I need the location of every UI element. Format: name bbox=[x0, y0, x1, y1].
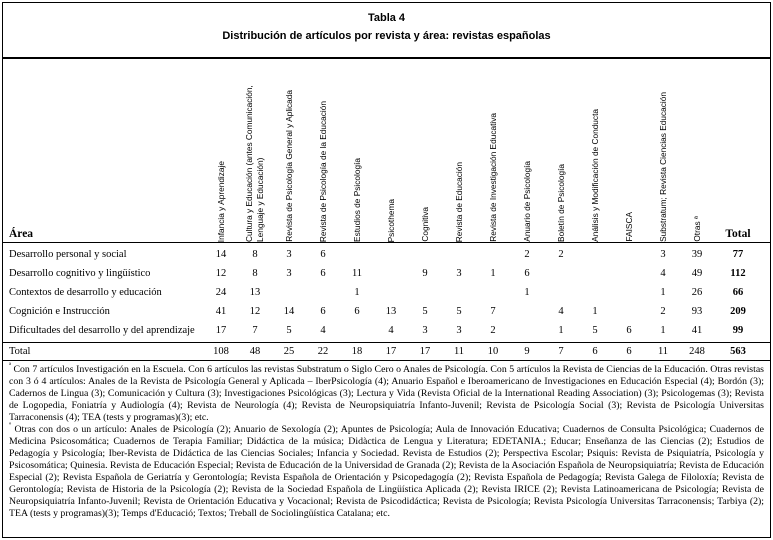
table-row bbox=[3, 321, 770, 340]
cell: 1 bbox=[524, 287, 530, 298]
footnote-2-marker: º bbox=[9, 421, 12, 430]
cell: 17 bbox=[419, 346, 431, 357]
table-row bbox=[3, 264, 770, 283]
journal-column-header bbox=[578, 59, 612, 242]
cell: 4 bbox=[320, 325, 326, 336]
cell: 3 bbox=[286, 249, 292, 260]
row-total: 99 bbox=[732, 325, 744, 336]
cell: 17 bbox=[385, 346, 397, 357]
cell: 11 bbox=[453, 346, 465, 357]
journal-label: Boletín de Psicología bbox=[555, 164, 566, 242]
journal-column-header bbox=[340, 59, 374, 242]
cell: 39 bbox=[691, 249, 703, 260]
journal-column-header bbox=[374, 59, 408, 242]
cell: 1 bbox=[660, 325, 666, 336]
total-row bbox=[3, 343, 770, 360]
cell: 1 bbox=[490, 268, 496, 279]
journal-label: Infancia y Aprendizaje bbox=[215, 160, 226, 242]
footnote-1 bbox=[9, 361, 764, 424]
area-label: Dificultades del desarrollo y del aprendizaje bbox=[9, 325, 195, 336]
cell: 18 bbox=[351, 346, 363, 357]
cell: 6 bbox=[626, 325, 632, 336]
area-column-header: Área bbox=[9, 228, 34, 240]
journal-label: Revista de Psicología General y Aplicada bbox=[283, 90, 294, 242]
cell: 3 bbox=[660, 249, 666, 260]
journal-label: Revista de Investigación Educativa bbox=[487, 113, 498, 242]
cell: 9 bbox=[422, 268, 428, 279]
cell: 41 bbox=[215, 306, 227, 317]
cell: 2 bbox=[558, 249, 564, 260]
cell: 48 bbox=[249, 346, 261, 357]
cell: 1 bbox=[660, 287, 666, 298]
journal-column-header bbox=[612, 59, 646, 242]
cell: 5 bbox=[422, 306, 428, 317]
cell: 7 bbox=[252, 325, 258, 336]
cell: 6 bbox=[626, 346, 632, 357]
journal-label: Psicothema bbox=[385, 198, 396, 242]
cell: 11 bbox=[351, 268, 363, 279]
cell: 41 bbox=[691, 325, 703, 336]
row-total: 77 bbox=[732, 249, 744, 260]
cell: 3 bbox=[456, 325, 462, 336]
table-row bbox=[3, 283, 770, 302]
cell: 5 bbox=[592, 325, 598, 336]
journal-column-header bbox=[476, 59, 510, 242]
cell: 14 bbox=[215, 249, 227, 260]
cell: 11 bbox=[657, 346, 669, 357]
cell: 4 bbox=[388, 325, 394, 336]
cell: 6 bbox=[320, 268, 326, 279]
footnote-1-text: Con 7 artículos Investigación en la Escuela. Con 6 artículos las revistas Substratum o Siglo Cero o Anales de Psicología. Con 5 artículos la Revista de Ciencias de la Educación. Otras revistas con 3 ó 4 artículos: Anales de la Revista de Psicología General y Aplicada – IberPsicología (4); Anuario Español e Iberoamericano de Investigaciones en Educación Especial (4); Bordón (3); Cadernos de Lingua (3); Comunicación y Cultura (3); Investigaciones Psicológicas (3); Lectura y Vida (Revista Oficial de la International Reading Association) (3); Psicologemas (3); Revista de Logopedia, Foniatría y Audiología (4); Revista de Neurología (4); Revista de Neuropsiquiatría Infanto-Juvenil; Revista de Psicología Social (3); Revista de Psicología Universitas Tarraconensis (4); TEA (tests y programas)(3); etc. bbox=[9, 364, 764, 423]
cell: 13 bbox=[249, 287, 261, 298]
cell: 4 bbox=[558, 306, 564, 317]
cell: 12 bbox=[215, 268, 227, 279]
cell: 49 bbox=[691, 268, 703, 279]
cell: 4 bbox=[660, 268, 666, 279]
cell: 2 bbox=[524, 249, 530, 260]
journal-label: Anuario de Psicología bbox=[521, 161, 532, 242]
cell: 3 bbox=[422, 325, 428, 336]
cell: 13 bbox=[385, 306, 397, 317]
cell: 3 bbox=[286, 268, 292, 279]
cell: 5 bbox=[456, 306, 462, 317]
cell: 248 bbox=[689, 346, 705, 357]
cell: 9 bbox=[524, 346, 530, 357]
journal-label: Otras ª bbox=[691, 216, 702, 242]
table-row bbox=[3, 245, 770, 264]
cell: 8 bbox=[252, 268, 258, 279]
footnote-1-marker: ª bbox=[9, 361, 11, 370]
cell: 7 bbox=[558, 346, 564, 357]
row-total: 209 bbox=[730, 306, 746, 317]
cell: 6 bbox=[320, 306, 326, 317]
cell: 108 bbox=[213, 346, 229, 357]
cell: 26 bbox=[691, 287, 703, 298]
journal-column-header bbox=[442, 59, 476, 242]
cell: 6 bbox=[320, 249, 326, 260]
area-label: Desarrollo personal y social bbox=[9, 249, 127, 260]
journal-label: FAISCA bbox=[623, 212, 634, 242]
journal-column-header bbox=[408, 59, 442, 242]
journal-label: Cognitiva bbox=[419, 207, 430, 242]
cell: 1 bbox=[354, 287, 360, 298]
journal-column-header bbox=[204, 59, 238, 242]
journal-column-header bbox=[306, 59, 340, 242]
total-row-label: Total bbox=[9, 346, 31, 357]
footnote-2-text: Otras con dos o un artículo: Anales de Psicología (2); Anuario de Sexología (2); Apuntes de Psicología; Aula de Innovación Educativa; Cuadernos de Consulta Psicológica; Cuadernos de Medicina Psicosomática; Cuadernos de Terapia Familiar; Didáctica de la música; Didàctica de Lengua y Literatura; EDETANIA.; Educar; Enseñanza de las Ciencias (2); Estudios de Pedagogía y Psicología; Iber-Revista de Didáctica de las Ciencias Sociales; Infancia y Sociedad. Revista de Estudios (2); Perspectiva Escolar; Psiquis: Revista de Psiquiatría, Psicología y Psicosomática; Quinesia. Revista de Educación Especial; Revista de Educación de la Universidad de Granada (2); Revista de la Asociación Española de Neuropsiquiatría; Revista de Educación Especial (2); Revista Española de Geriatría y Gerontología; Revista Española de Orientación y Psicopedagogía (2); Revista Española de Pedagogía; Revista Galega de Filoloxía; Revista de Gerontología; Revista de Historia de la Psicología (2); Revista de la Sociedad Española de Lingüística Aplicada (2); Revista IRICE (2); Revista Latinoamericana de Psicología; Revista de Neuropsiquiatría Infanto-Juvenil; Revista de Orientación Educativa y Vocacional; Revista de Psicodidáctica; Revista de Psicología; Revista Psicología Universitas Tarraconensis; Tarbiya (2); TEA (tests y programas)(3); Temps d'Educació; Textos; Treball de Sociolingüística Catalana; etc. bbox=[9, 424, 764, 519]
area-label: Contextos de desarrollo y educación bbox=[9, 287, 162, 298]
total-column-header: Total bbox=[725, 228, 751, 240]
journal-column-header bbox=[238, 59, 272, 242]
row-total: 66 bbox=[732, 287, 744, 298]
journal-column-header bbox=[510, 59, 544, 242]
cell: 6 bbox=[354, 306, 360, 317]
journal-label: Estudios de Psicología bbox=[351, 158, 362, 242]
table-body bbox=[3, 243, 770, 342]
journal-label: Cultura y Educación (antes Comunicación, Lenguaje y Educación) bbox=[244, 85, 265, 242]
journal-label: Análisis y Modificación de Conducta bbox=[589, 109, 600, 242]
cell: 22 bbox=[317, 346, 329, 357]
cell: 1 bbox=[558, 325, 564, 336]
journal-label: Substratum; Revista Ciencias Educación bbox=[657, 92, 668, 242]
journal-column-header bbox=[680, 59, 714, 242]
cell: 12 bbox=[249, 306, 261, 317]
table-outer-frame bbox=[2, 2, 771, 538]
area-label: Cognición e Instrucción bbox=[9, 306, 110, 317]
table-row bbox=[3, 302, 770, 321]
cell: 24 bbox=[215, 287, 227, 298]
journal-column-header bbox=[272, 59, 306, 242]
cell: 3 bbox=[456, 268, 462, 279]
cell: 6 bbox=[524, 268, 530, 279]
table-title-block bbox=[3, 3, 770, 57]
footnotes-block bbox=[3, 361, 770, 537]
cell: 2 bbox=[660, 306, 666, 317]
journal-column-header bbox=[544, 59, 578, 242]
table-caption: Distribución de artículos por revista y área: revistas españolas bbox=[222, 30, 551, 42]
area-label: Desarrollo cognitivo y lingüístico bbox=[9, 268, 151, 279]
row-total: 112 bbox=[730, 268, 746, 279]
table-number: Tabla 4 bbox=[367, 12, 406, 24]
cell: 2 bbox=[490, 325, 496, 336]
cell: 25 bbox=[283, 346, 295, 357]
cell: 14 bbox=[283, 306, 295, 317]
table-header-row bbox=[3, 59, 770, 242]
cell: 10 bbox=[487, 346, 499, 357]
grand-total: 563 bbox=[730, 346, 746, 357]
cell: 7 bbox=[490, 306, 496, 317]
cell: 17 bbox=[215, 325, 227, 336]
cell: 8 bbox=[252, 249, 258, 260]
journal-label: Revista de Educación bbox=[453, 161, 464, 242]
journal-column-header bbox=[646, 59, 680, 242]
footnote-2 bbox=[9, 421, 764, 520]
cell: 5 bbox=[286, 325, 292, 336]
cell: 93 bbox=[691, 306, 703, 317]
journal-label: Revista de Psicología de la Educación bbox=[317, 100, 328, 242]
cell: 1 bbox=[592, 306, 598, 317]
cell: 6 bbox=[592, 346, 598, 357]
